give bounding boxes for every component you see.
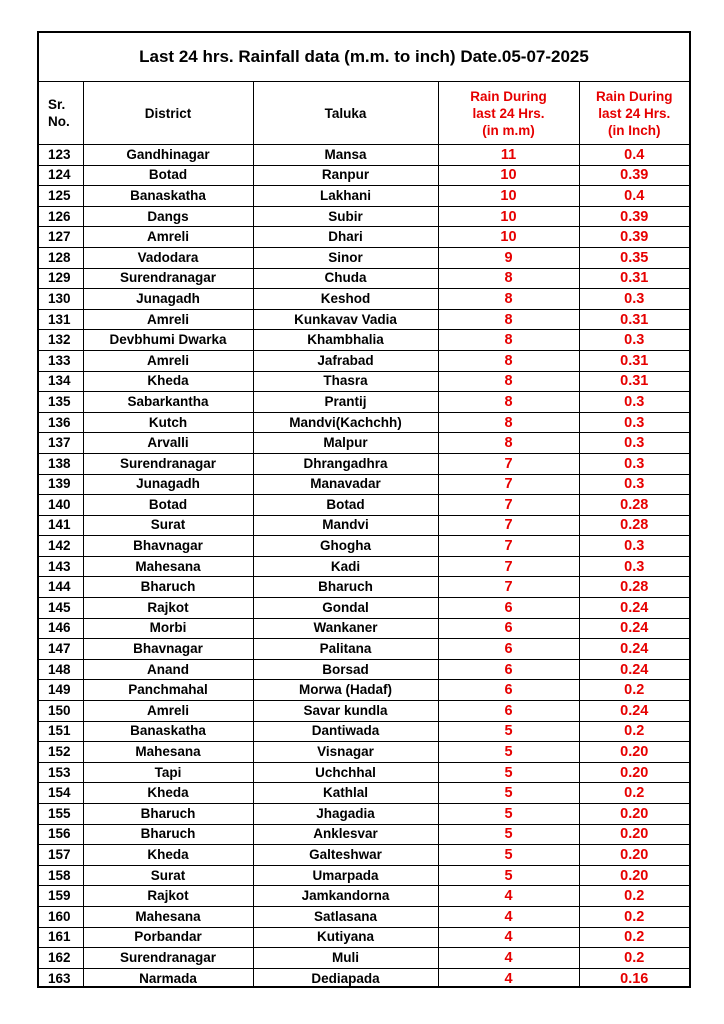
rain-inch-cell: 0.16 xyxy=(579,968,689,988)
taluka-cell: Visnagar xyxy=(253,742,438,763)
table-row xyxy=(39,495,689,516)
district-cell: Morbi xyxy=(83,618,253,639)
table-row xyxy=(39,906,689,927)
rain-inch-cell: 0.2 xyxy=(579,886,689,907)
rain-inch-cell: 0.2 xyxy=(579,783,689,804)
header-sr-line1: Sr. xyxy=(48,97,66,112)
rain-mm-cell: 8 xyxy=(438,268,579,289)
rain-mm-cell: 4 xyxy=(438,906,579,927)
taluka-cell: Jafrabad xyxy=(253,350,438,371)
rain-mm-cell: 7 xyxy=(438,556,579,577)
rain-inch-cell: 0.20 xyxy=(579,742,689,763)
rain-inch-cell: 0.20 xyxy=(579,762,689,783)
sr-no-cell: 134 xyxy=(39,371,83,392)
taluka-cell: Ghogha xyxy=(253,536,438,557)
sr-no-cell: 127 xyxy=(39,227,83,248)
table-row xyxy=(39,247,689,268)
sr-no-cell: 128 xyxy=(39,247,83,268)
rain-mm-cell: 5 xyxy=(438,783,579,804)
table-row xyxy=(39,206,689,227)
rain-mm-cell: 8 xyxy=(438,330,579,351)
taluka-cell: Gondal xyxy=(253,598,438,619)
taluka-cell: Borsad xyxy=(253,659,438,680)
rain-inch-cell: 0.31 xyxy=(579,309,689,330)
taluka-cell: Ranpur xyxy=(253,165,438,186)
header-rain-mm-line3: (in m.m) xyxy=(482,122,535,138)
sr-no-cell: 135 xyxy=(39,392,83,413)
district-cell: Bharuch xyxy=(83,804,253,825)
taluka-cell: Thasra xyxy=(253,371,438,392)
taluka-cell: Khambhalia xyxy=(253,330,438,351)
table-row xyxy=(39,865,689,886)
table-row xyxy=(39,824,689,845)
sr-no-cell: 142 xyxy=(39,536,83,557)
rainfall-table xyxy=(39,82,689,988)
taluka-cell: Dediapada xyxy=(253,968,438,988)
table-row xyxy=(39,186,689,207)
table-row xyxy=(39,289,689,310)
table-row xyxy=(39,783,689,804)
district-cell: Kheda xyxy=(83,783,253,804)
rain-mm-cell: 4 xyxy=(438,886,579,907)
taluka-cell: Jamkandorna xyxy=(253,886,438,907)
header-taluka: Taluka xyxy=(253,82,438,145)
rain-inch-cell: 0.3 xyxy=(579,289,689,310)
table-row xyxy=(39,845,689,866)
table-row xyxy=(39,701,689,722)
sr-no-cell: 132 xyxy=(39,330,83,351)
taluka-cell: Mandvi(Kachchh) xyxy=(253,412,438,433)
sr-no-cell: 146 xyxy=(39,618,83,639)
taluka-cell: Sinor xyxy=(253,247,438,268)
rain-mm-cell: 10 xyxy=(438,206,579,227)
header-row xyxy=(39,82,689,145)
sr-no-cell: 155 xyxy=(39,804,83,825)
district-cell: Botad xyxy=(83,165,253,186)
district-cell: Amreli xyxy=(83,309,253,330)
rain-mm-cell: 6 xyxy=(438,618,579,639)
sr-no-cell: 160 xyxy=(39,906,83,927)
rain-mm-cell: 5 xyxy=(438,865,579,886)
rain-mm-cell: 10 xyxy=(438,165,579,186)
taluka-cell: Satlasana xyxy=(253,906,438,927)
table-row xyxy=(39,639,689,660)
sr-no-cell: 126 xyxy=(39,206,83,227)
sr-no-cell: 147 xyxy=(39,639,83,660)
table-row xyxy=(39,948,689,969)
rain-inch-cell: 0.31 xyxy=(579,371,689,392)
rain-inch-cell: 0.20 xyxy=(579,845,689,866)
sr-no-cell: 161 xyxy=(39,927,83,948)
taluka-cell: Lakhani xyxy=(253,186,438,207)
taluka-cell: Bharuch xyxy=(253,577,438,598)
rain-mm-cell: 8 xyxy=(438,412,579,433)
district-cell: Banaskatha xyxy=(83,186,253,207)
rain-mm-cell: 7 xyxy=(438,515,579,536)
district-cell: Amreli xyxy=(83,701,253,722)
header-district: District xyxy=(83,82,253,145)
table-row xyxy=(39,371,689,392)
rain-mm-cell: 5 xyxy=(438,845,579,866)
district-cell: Tapi xyxy=(83,762,253,783)
rain-mm-cell: 8 xyxy=(438,371,579,392)
rain-mm-cell: 10 xyxy=(438,186,579,207)
taluka-cell: Kunkavav Vadia xyxy=(253,309,438,330)
sr-no-cell: 136 xyxy=(39,412,83,433)
rain-mm-cell: 6 xyxy=(438,659,579,680)
sr-no-cell: 157 xyxy=(39,845,83,866)
taluka-cell: Uchchhal xyxy=(253,762,438,783)
rain-mm-cell: 8 xyxy=(438,289,579,310)
table-row xyxy=(39,453,689,474)
district-cell: Amreli xyxy=(83,227,253,248)
taluka-cell: Keshod xyxy=(253,289,438,310)
district-cell: Bhavnagar xyxy=(83,536,253,557)
header-rain-inch xyxy=(579,82,689,145)
rain-inch-cell: 0.31 xyxy=(579,350,689,371)
table-row xyxy=(39,577,689,598)
rain-mm-cell: 11 xyxy=(438,145,579,166)
taluka-cell: Dhrangadhra xyxy=(253,453,438,474)
sr-no-cell: 124 xyxy=(39,165,83,186)
rain-mm-cell: 6 xyxy=(438,701,579,722)
district-cell: Surendranagar xyxy=(83,453,253,474)
sr-no-cell: 131 xyxy=(39,309,83,330)
rain-inch-cell: 0.24 xyxy=(579,618,689,639)
district-cell: Surat xyxy=(83,865,253,886)
rain-inch-cell: 0.39 xyxy=(579,206,689,227)
rain-inch-cell: 0.2 xyxy=(579,948,689,969)
taluka-cell: Chuda xyxy=(253,268,438,289)
table-row xyxy=(39,968,689,988)
district-cell: Vadodara xyxy=(83,247,253,268)
rain-inch-cell: 0.2 xyxy=(579,721,689,742)
rain-mm-cell: 7 xyxy=(438,474,579,495)
district-cell: Mahesana xyxy=(83,906,253,927)
rain-inch-cell: 0.31 xyxy=(579,268,689,289)
rain-mm-cell: 4 xyxy=(438,927,579,948)
table-row xyxy=(39,886,689,907)
header-rain-mm-line1: Rain During xyxy=(470,88,547,104)
rain-inch-cell: 0.4 xyxy=(579,145,689,166)
table-row xyxy=(39,618,689,639)
sr-no-cell: 144 xyxy=(39,577,83,598)
taluka-cell: Kathlal xyxy=(253,783,438,804)
rain-mm-cell: 8 xyxy=(438,350,579,371)
sr-no-cell: 129 xyxy=(39,268,83,289)
sr-no-cell: 163 xyxy=(39,968,83,988)
district-cell: Kheda xyxy=(83,845,253,866)
rain-mm-cell: 5 xyxy=(438,721,579,742)
district-cell: Surat xyxy=(83,515,253,536)
district-cell: Porbandar xyxy=(83,927,253,948)
rain-mm-cell: 8 xyxy=(438,309,579,330)
district-cell: Banaskatha xyxy=(83,721,253,742)
taluka-cell: Jhagadia xyxy=(253,804,438,825)
taluka-cell: Palitana xyxy=(253,639,438,660)
sr-no-cell: 125 xyxy=(39,186,83,207)
rain-inch-cell: 0.2 xyxy=(579,680,689,701)
rain-mm-cell: 4 xyxy=(438,948,579,969)
sr-no-cell: 137 xyxy=(39,433,83,454)
sr-no-cell: 133 xyxy=(39,350,83,371)
rain-inch-cell: 0.24 xyxy=(579,639,689,660)
page-title: Last 24 hrs. Rainfall data (m.m. to inch) Date.05-07-2025 xyxy=(39,33,689,82)
taluka-cell: Subir xyxy=(253,206,438,227)
sr-no-cell: 130 xyxy=(39,289,83,310)
table-row xyxy=(39,680,689,701)
rain-mm-cell: 5 xyxy=(438,762,579,783)
sr-no-cell: 138 xyxy=(39,453,83,474)
district-cell: Mahesana xyxy=(83,556,253,577)
taluka-cell: Savar kundla xyxy=(253,701,438,722)
taluka-cell: Umarpada xyxy=(253,865,438,886)
taluka-cell: Muli xyxy=(253,948,438,969)
sr-no-cell: 149 xyxy=(39,680,83,701)
district-cell: Surendranagar xyxy=(83,268,253,289)
sr-no-cell: 162 xyxy=(39,948,83,969)
taluka-cell: Botad xyxy=(253,495,438,516)
table-row xyxy=(39,598,689,619)
sr-no-cell: 159 xyxy=(39,886,83,907)
rain-inch-cell: 0.24 xyxy=(579,659,689,680)
header-sr-no xyxy=(39,82,83,145)
district-cell: Rajkot xyxy=(83,598,253,619)
rain-inch-cell: 0.20 xyxy=(579,865,689,886)
rain-inch-cell: 0.3 xyxy=(579,474,689,495)
header-rain-inch-line1: Rain During xyxy=(596,88,673,104)
sr-no-cell: 141 xyxy=(39,515,83,536)
taluka-cell: Manavadar xyxy=(253,474,438,495)
rain-inch-cell: 0.3 xyxy=(579,330,689,351)
rain-inch-cell: 0.24 xyxy=(579,701,689,722)
district-cell: Kutch xyxy=(83,412,253,433)
rainfall-sheet xyxy=(37,31,691,988)
district-cell: Panchmahal xyxy=(83,680,253,701)
table-row xyxy=(39,927,689,948)
rain-mm-cell: 7 xyxy=(438,495,579,516)
table-row xyxy=(39,515,689,536)
sr-no-cell: 151 xyxy=(39,721,83,742)
table-row xyxy=(39,474,689,495)
sr-no-cell: 156 xyxy=(39,824,83,845)
header-sr-line2: No. xyxy=(48,114,70,129)
taluka-cell: Anklesvar xyxy=(253,824,438,845)
rain-inch-cell: 0.24 xyxy=(579,598,689,619)
sr-no-cell: 153 xyxy=(39,762,83,783)
taluka-cell: Kutiyana xyxy=(253,927,438,948)
table-body xyxy=(39,145,689,989)
rain-mm-cell: 8 xyxy=(438,433,579,454)
rain-mm-cell: 7 xyxy=(438,453,579,474)
sr-no-cell: 123 xyxy=(39,145,83,166)
table-row xyxy=(39,556,689,577)
district-cell: Sabarkantha xyxy=(83,392,253,413)
sr-no-cell: 150 xyxy=(39,701,83,722)
district-cell: Mahesana xyxy=(83,742,253,763)
rain-inch-cell: 0.28 xyxy=(579,515,689,536)
rain-mm-cell: 6 xyxy=(438,639,579,660)
taluka-cell: Mandvi xyxy=(253,515,438,536)
table-row xyxy=(39,659,689,680)
rain-mm-cell: 8 xyxy=(438,392,579,413)
table-row xyxy=(39,350,689,371)
district-cell: Devbhumi Dwarka xyxy=(83,330,253,351)
table-row xyxy=(39,145,689,166)
rain-inch-cell: 0.28 xyxy=(579,495,689,516)
rain-inch-cell: 0.35 xyxy=(579,247,689,268)
district-cell: Amreli xyxy=(83,350,253,371)
rain-inch-cell: 0.3 xyxy=(579,536,689,557)
table-row xyxy=(39,412,689,433)
rain-inch-cell: 0.3 xyxy=(579,453,689,474)
rain-inch-cell: 0.2 xyxy=(579,927,689,948)
rain-mm-cell: 6 xyxy=(438,598,579,619)
rain-inch-cell: 0.3 xyxy=(579,556,689,577)
district-cell: Gandhinagar xyxy=(83,145,253,166)
district-cell: Bharuch xyxy=(83,577,253,598)
district-cell: Junagadh xyxy=(83,474,253,495)
table-row xyxy=(39,762,689,783)
district-cell: Arvalli xyxy=(83,433,253,454)
header-rain-inch-line2: last 24 Hrs. xyxy=(598,105,671,121)
table-row xyxy=(39,227,689,248)
rain-inch-cell: 0.3 xyxy=(579,392,689,413)
table-row xyxy=(39,742,689,763)
sr-no-cell: 154 xyxy=(39,783,83,804)
sr-no-cell: 145 xyxy=(39,598,83,619)
district-cell: Botad xyxy=(83,495,253,516)
sr-no-cell: 139 xyxy=(39,474,83,495)
table-row xyxy=(39,804,689,825)
rain-inch-cell: 0.20 xyxy=(579,824,689,845)
district-cell: Bharuch xyxy=(83,824,253,845)
table-row xyxy=(39,433,689,454)
taluka-cell: Dhari xyxy=(253,227,438,248)
taluka-cell: Dantiwada xyxy=(253,721,438,742)
table-row xyxy=(39,392,689,413)
table-row xyxy=(39,330,689,351)
taluka-cell: Kadi xyxy=(253,556,438,577)
rain-inch-cell: 0.2 xyxy=(579,906,689,927)
table-row xyxy=(39,309,689,330)
rain-mm-cell: 5 xyxy=(438,742,579,763)
sr-no-cell: 140 xyxy=(39,495,83,516)
rain-inch-cell: 0.4 xyxy=(579,186,689,207)
table-row xyxy=(39,536,689,557)
rain-inch-cell: 0.39 xyxy=(579,227,689,248)
rain-mm-cell: 5 xyxy=(438,824,579,845)
taluka-cell: Wankaner xyxy=(253,618,438,639)
district-cell: Dangs xyxy=(83,206,253,227)
sr-no-cell: 158 xyxy=(39,865,83,886)
sr-no-cell: 148 xyxy=(39,659,83,680)
district-cell: Kheda xyxy=(83,371,253,392)
taluka-cell: Galteshwar xyxy=(253,845,438,866)
district-cell: Bhavnagar xyxy=(83,639,253,660)
district-cell: Surendranagar xyxy=(83,948,253,969)
table-row xyxy=(39,268,689,289)
taluka-cell: Malpur xyxy=(253,433,438,454)
rain-mm-cell: 10 xyxy=(438,227,579,248)
rain-inch-cell: 0.3 xyxy=(579,412,689,433)
rain-inch-cell: 0.3 xyxy=(579,433,689,454)
district-cell: Junagadh xyxy=(83,289,253,310)
rain-mm-cell: 9 xyxy=(438,247,579,268)
taluka-cell: Mansa xyxy=(253,145,438,166)
taluka-cell: Prantij xyxy=(253,392,438,413)
sr-no-cell: 143 xyxy=(39,556,83,577)
rain-mm-cell: 5 xyxy=(438,804,579,825)
taluka-cell: Morwa (Hadaf) xyxy=(253,680,438,701)
district-cell: Narmada xyxy=(83,968,253,988)
header-rain-mm-line2: last 24 Hrs. xyxy=(472,105,545,121)
rain-mm-cell: 7 xyxy=(438,536,579,557)
rain-mm-cell: 4 xyxy=(438,968,579,988)
rain-inch-cell: 0.28 xyxy=(579,577,689,598)
table-row xyxy=(39,165,689,186)
district-cell: Anand xyxy=(83,659,253,680)
sr-no-cell: 152 xyxy=(39,742,83,763)
table-header xyxy=(39,82,689,145)
table-row xyxy=(39,721,689,742)
header-rain-inch-line3: (in Inch) xyxy=(608,122,661,138)
rain-inch-cell: 0.20 xyxy=(579,804,689,825)
rain-mm-cell: 6 xyxy=(438,680,579,701)
rain-mm-cell: 7 xyxy=(438,577,579,598)
header-rain-mm xyxy=(438,82,579,145)
district-cell: Rajkot xyxy=(83,886,253,907)
rain-inch-cell: 0.39 xyxy=(579,165,689,186)
